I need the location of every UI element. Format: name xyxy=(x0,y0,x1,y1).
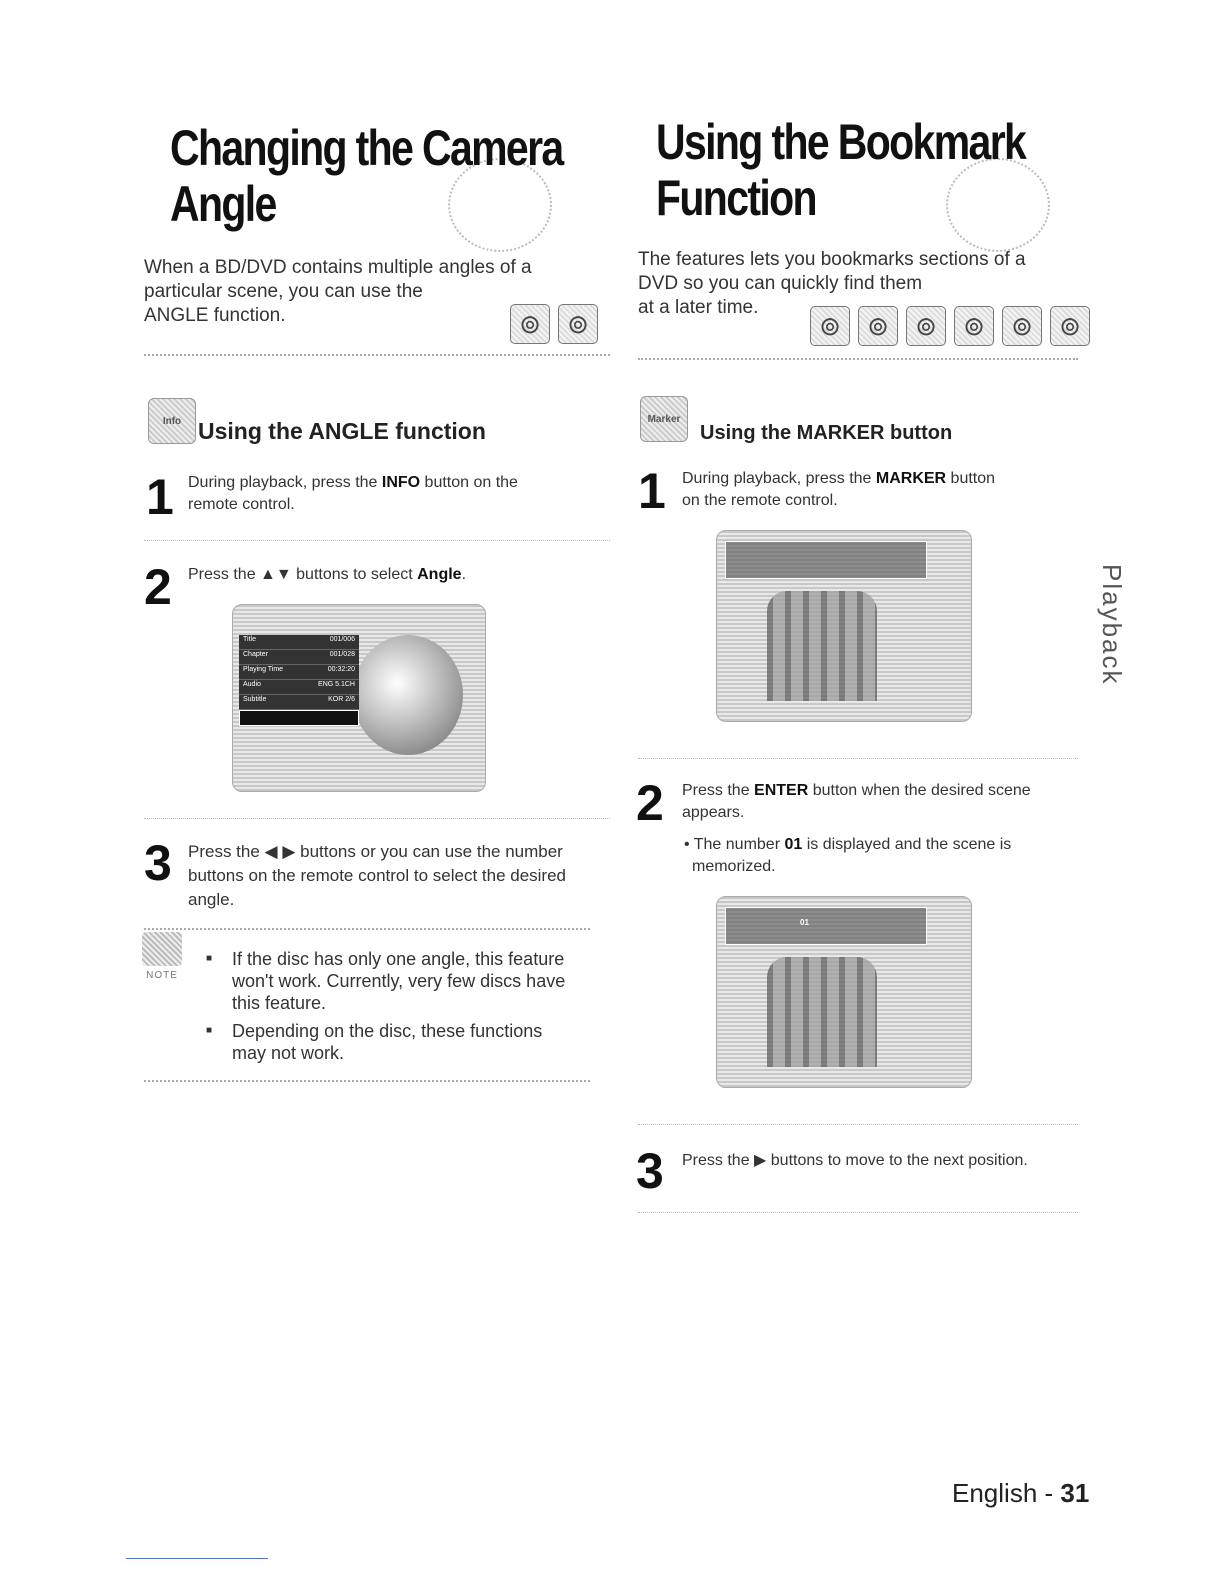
intro-line: The features lets you bookmarks sections of a xyxy=(638,249,1026,270)
side-tab-playback: Playback xyxy=(1097,564,1127,686)
info-menu-overlay xyxy=(239,635,359,726)
menu-row: Playing Time 00:32:20 xyxy=(239,665,359,680)
disc-dvd-r-icon: ⊚ xyxy=(906,306,946,346)
page-number: 31 xyxy=(1060,1478,1090,1508)
step-number: 3 xyxy=(144,835,172,891)
step-number: 1 xyxy=(146,469,174,525)
note-item: ■ Depending on the disc, these functions may not work. xyxy=(206,1020,596,1064)
bottom-edge-line xyxy=(126,1558,268,1559)
people-graphic xyxy=(767,957,877,1067)
step-3-text: Press the ◀ ▶ buttons or you can use the number buttons on the remote control to select the desired angle. xyxy=(188,842,567,909)
people-graphic xyxy=(767,591,877,701)
marker-button-label: MARKER xyxy=(875,470,947,487)
step-2-text: Press the ENTER button when the desired scene appears. xyxy=(682,782,1031,821)
page-title-right xyxy=(656,114,1025,226)
step-number: 3 xyxy=(636,1143,664,1199)
marker-bar-overlay xyxy=(725,907,927,945)
subhead-angle-function: Using the ANGLE function xyxy=(198,418,486,444)
intro-line: at a later time. xyxy=(638,297,759,318)
info-button-label: INFO xyxy=(381,474,421,491)
disc-dvd-rw-icon: ⊚ xyxy=(858,306,898,346)
page-title-left xyxy=(170,120,563,232)
section-divider xyxy=(144,354,610,356)
angle-screenshot xyxy=(232,604,486,792)
menu-row: Chapter 001/028 xyxy=(239,650,359,665)
marker-catcher-icon: Marker xyxy=(640,396,688,442)
step-divider xyxy=(144,818,610,819)
disc-cd-icon: ⊚ xyxy=(1050,306,1090,346)
note-list xyxy=(206,948,596,1070)
title-line-2: Angle xyxy=(170,176,276,232)
menu-row: Subtitle KOR 2/6 xyxy=(239,695,359,710)
menu-row-angle-selected xyxy=(239,710,359,726)
intro-line: DVD so you can quickly find them xyxy=(638,273,923,294)
marker-screenshot-2 xyxy=(716,896,972,1088)
step-3-text: Press the ▶ buttons to move to the next position. xyxy=(682,1152,1028,1169)
intro-line: When a BD/DVD contains multiple angles of a xyxy=(144,257,532,278)
menu-row: Title 001/006 xyxy=(239,635,359,650)
disc-dvd-icon: ⊚ xyxy=(558,304,598,344)
step-2-text: Press the ▲▼ buttons to select Angle. xyxy=(188,566,467,583)
enter-button-label: ENTER xyxy=(754,782,809,799)
intro-line: particular scene, you can use the xyxy=(144,281,423,302)
marker-bar-overlay xyxy=(725,541,927,579)
step-2-bullet: • The number 01 is displayed and the scene is memorized. xyxy=(684,836,1012,875)
step-1-text: During playback, press the MARKER button on the remote control. xyxy=(682,470,996,509)
step-1-text: During playback, press the INFO button on the remote control. xyxy=(188,474,518,513)
note-icon: NOTE xyxy=(140,932,184,988)
page-footer xyxy=(952,1478,1089,1509)
note-item: ■ If the disc has only one angle, this feature won't work. Currently, very few discs have this feature. xyxy=(206,948,596,1014)
subhead-marker-button: Using the MARKER button xyxy=(700,422,953,444)
camera-lens-graphic xyxy=(353,635,463,755)
disc-dvd-plus-r-icon: ⊚ xyxy=(1002,306,1042,346)
step-divider xyxy=(638,1212,1078,1213)
intro-line: ANGLE function. xyxy=(144,305,286,326)
menu-row: Audio ENG 5.1CH xyxy=(239,680,359,695)
angle-label: Angle xyxy=(417,566,462,583)
step-number: 2 xyxy=(144,559,172,615)
title-line-2: Function xyxy=(656,170,816,226)
disc-dvd-plus-rw-icon: ⊚ xyxy=(954,306,994,346)
marker-value-display: 01 xyxy=(800,918,809,927)
note-bottom-rule xyxy=(144,1080,590,1082)
step-divider xyxy=(638,758,1078,759)
marker-number: 01 xyxy=(784,836,803,853)
footer-language: English - xyxy=(952,1478,1061,1508)
marker-screenshot-1 xyxy=(716,530,972,722)
step-divider xyxy=(144,540,610,541)
title-line-1: Using the Bookmark xyxy=(656,114,1026,170)
step-number: 2 xyxy=(636,775,664,831)
disc-dvd-video-icon: ⊚ xyxy=(810,306,850,346)
title-line-1: Changing the Camera xyxy=(170,120,563,176)
section-divider xyxy=(638,358,1078,360)
step-number: 1 xyxy=(638,463,666,519)
disc-icons-right xyxy=(810,306,1090,346)
disc-bd-icon: ⊚ xyxy=(510,304,550,344)
disc-icons-left xyxy=(510,304,598,344)
step-divider xyxy=(638,1124,1078,1125)
note-top-rule xyxy=(144,928,590,930)
info-catcher-icon: Info xyxy=(148,398,196,444)
